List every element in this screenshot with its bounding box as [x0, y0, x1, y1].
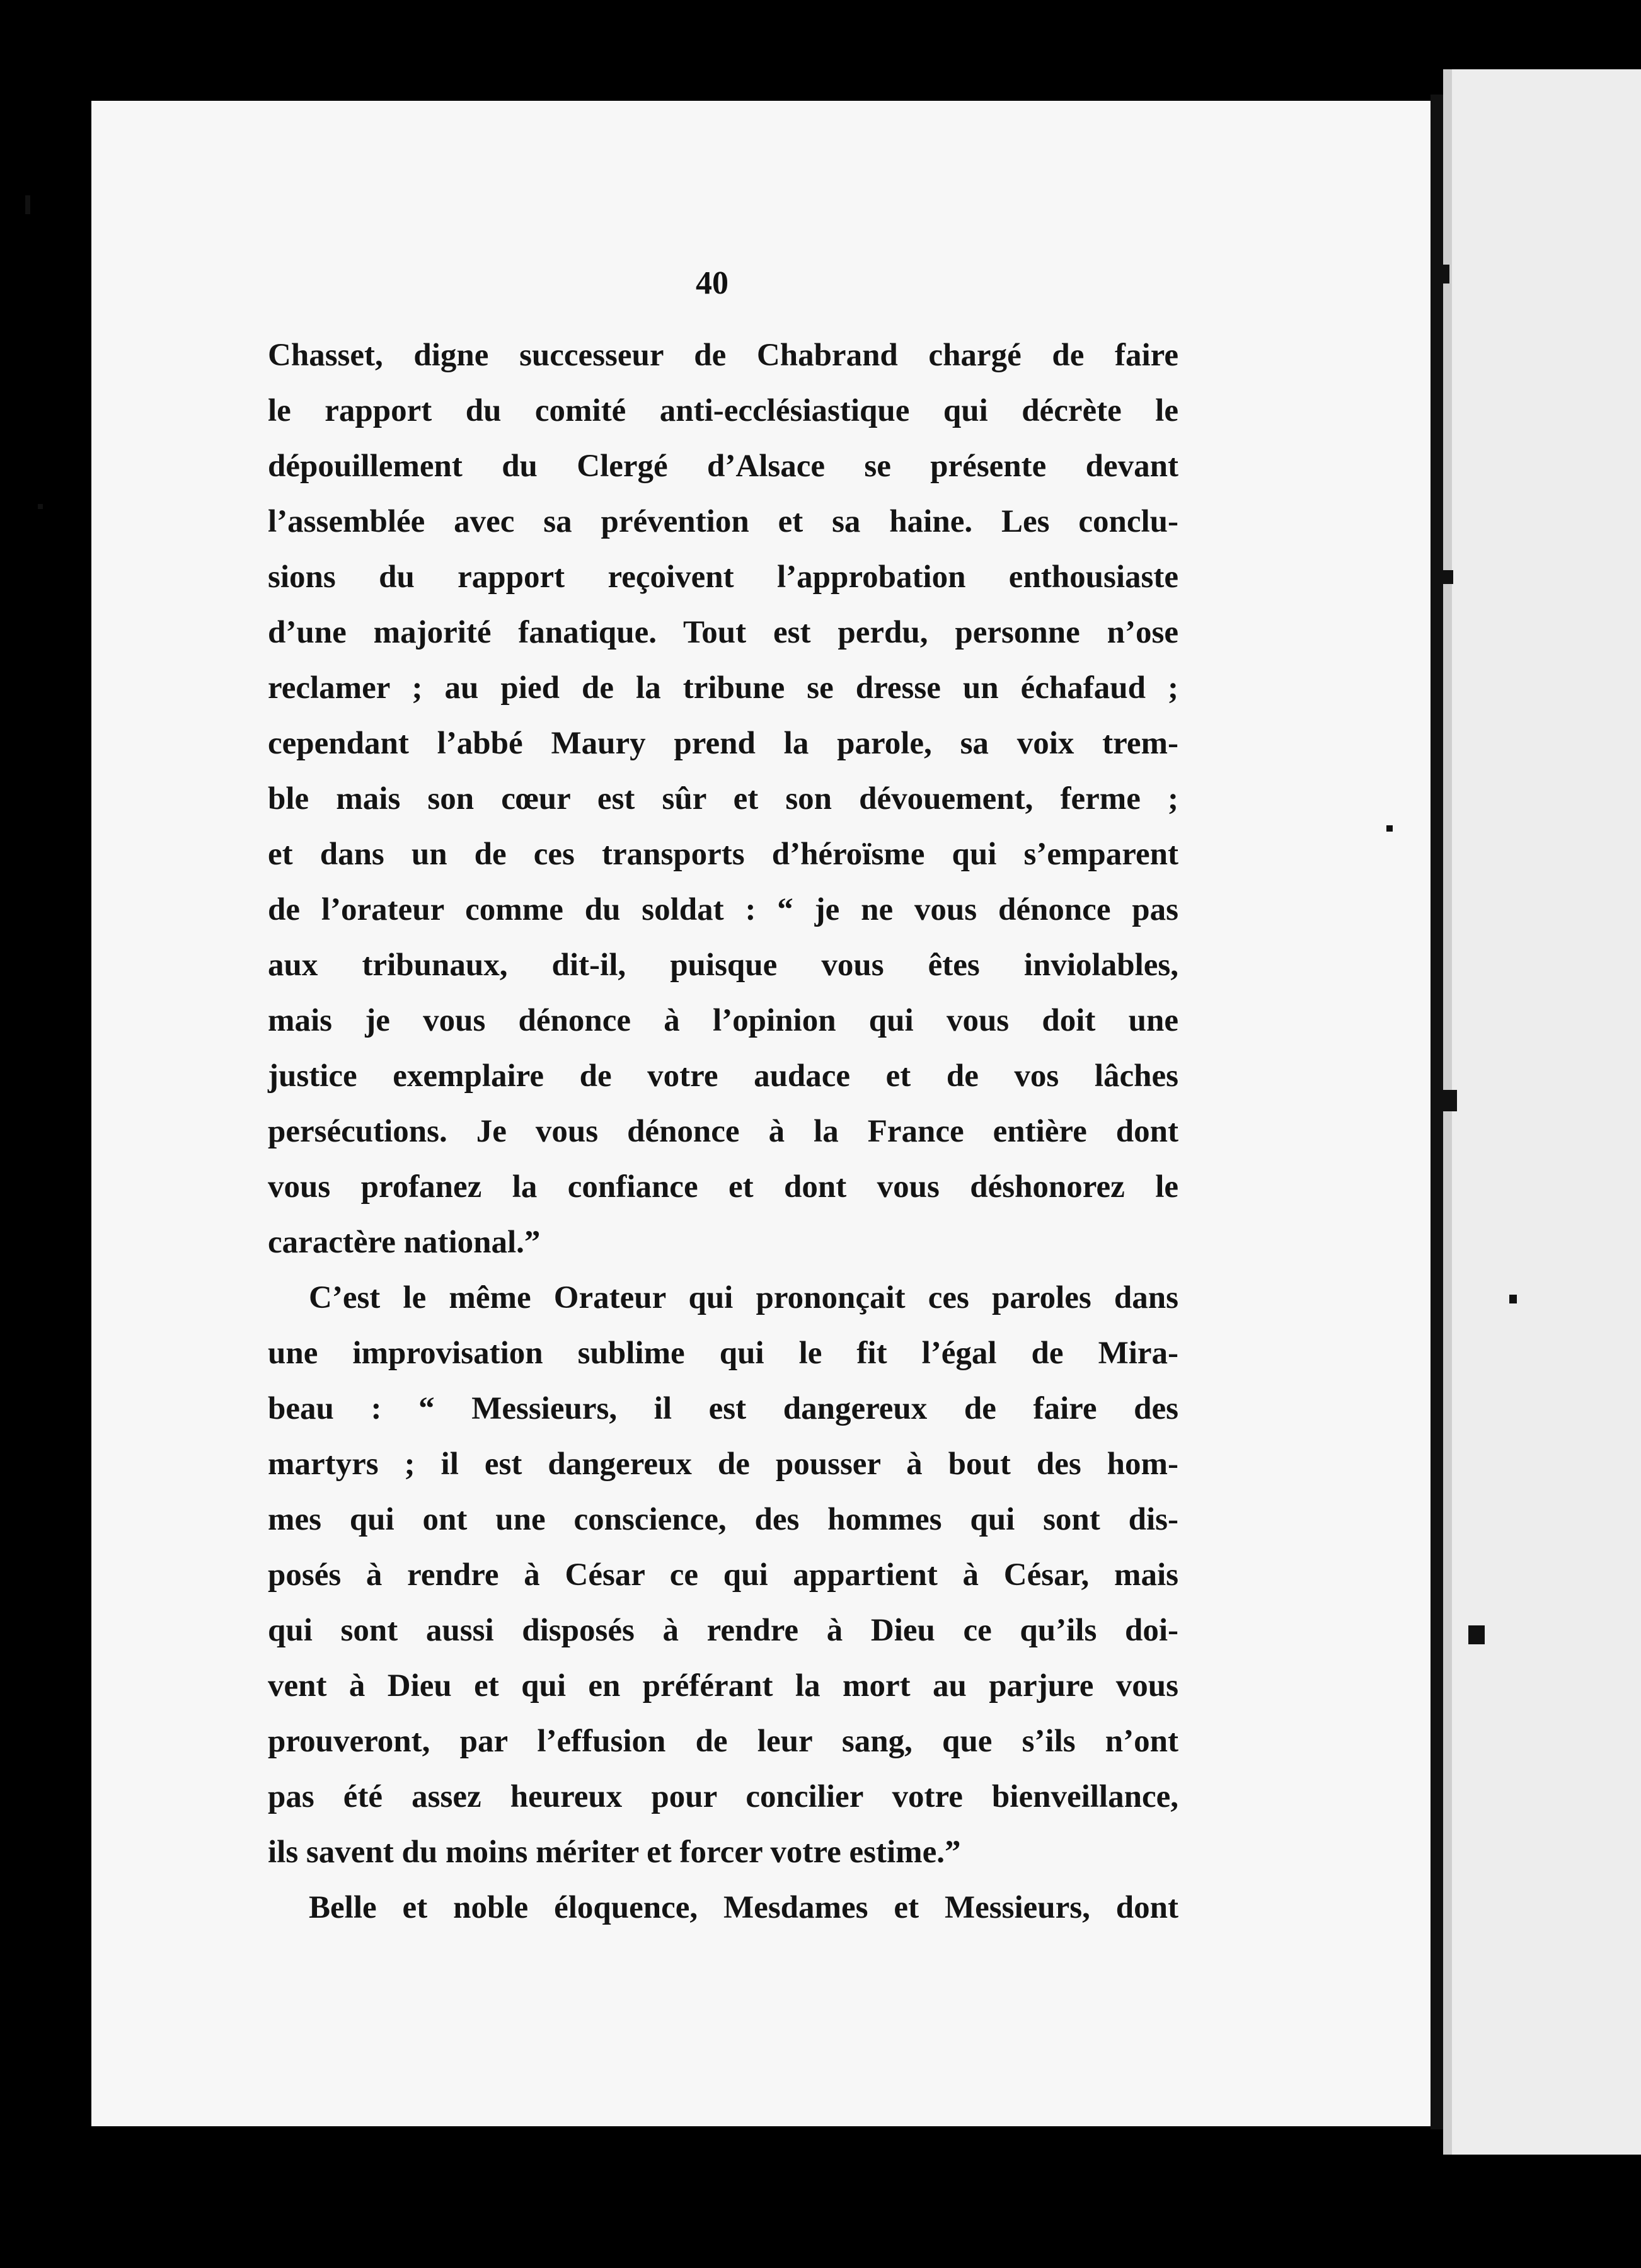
text-line: beau : “ Messieurs, il est dangereux de faire des	[268, 1391, 1178, 1426]
margin-mark	[1468, 1625, 1485, 1644]
text-line: le rapport du comité anti-ecclésiastique qui décrète le	[268, 393, 1178, 428]
text-line: mais je vous dénonce à l’opinion qui vous doit une	[268, 1003, 1178, 1038]
margin-mark	[1509, 1295, 1517, 1303]
text-line: posés à rendre à César ce qui appartient à César, mais	[268, 1557, 1178, 1593]
text-line: martyrs ; il est dangereux de pousser à bout des hom-	[268, 1446, 1178, 1482]
text-line: l’assemblée avec sa prévention et sa haine. Les conclu-	[268, 504, 1178, 539]
margin-mark	[1386, 825, 1393, 832]
text-line: une improvisation sublime qui le fit l’égal de Mira-	[268, 1336, 1178, 1371]
text-line: sions du rapport reçoivent l’approbation enthousiaste	[268, 559, 1178, 595]
text-line: prouveront, par l’effusion de leur sang, que s’ils n’ont	[268, 1724, 1178, 1759]
page-number: 40	[696, 265, 728, 301]
text-line: reclamer ; au pied de la tribune se dresse un échafaud ;	[268, 670, 1178, 706]
text-line: C’est le même Orateur qui prononçait ces paroles dans	[309, 1280, 1178, 1315]
text-line: aux tribunaux, dit-il, puisque vous êtes inviolables,	[268, 948, 1178, 983]
text-line: de l’orateur comme du soldat : “ je ne vous dénonce pas	[268, 892, 1178, 927]
text-line: Belle et noble éloquence, Mesdames et Messieurs, dont	[309, 1890, 1178, 1925]
page-gutter	[1431, 94, 1443, 2129]
margin-mark	[1443, 1090, 1457, 1111]
adjacent-page-edge	[1443, 69, 1452, 2155]
text-line: ble mais son cœur est sûr et son dévouement, ferme ;	[268, 781, 1178, 816]
text-line: dépouillement du Clergé d’Alsace se présente devant	[268, 449, 1178, 484]
text-line: mes qui ont une conscience, des hommes qui sont dis-	[268, 1502, 1178, 1537]
text-line: ils savent du moins mériter et forcer votre estime.”	[268, 1835, 961, 1870]
text-line: et dans un de ces transports d’héroïsme qui s’emparent	[268, 837, 1178, 872]
text-line: cependant l’abbé Maury prend la parole, sa voix trem-	[268, 726, 1178, 761]
text-line: caractère national.”	[268, 1225, 541, 1260]
text-line: vent à Dieu et qui en préférant la mort au parjure vous	[268, 1668, 1178, 1704]
margin-mark	[1437, 265, 1449, 284]
text-line: qui sont aussi disposés à rendre à Dieu ce qu’ils doi-	[268, 1613, 1178, 1648]
text-line: d’une majorité fanatique. Tout est perdu, personne n’ose	[268, 615, 1178, 650]
adjacent-page	[1443, 69, 1641, 2155]
margin-mark	[38, 504, 43, 509]
text-line: persécutions. Je vous dénonce à la France entière dont	[268, 1114, 1178, 1149]
text-line: pas été assez heureux pour concilier votre bienveillance,	[268, 1779, 1178, 1814]
text-line: Chasset, digne successeur de Chabrand chargé de faire	[268, 338, 1178, 373]
text-line: justice exemplaire de votre audace et de vos lâches	[268, 1058, 1178, 1094]
margin-mark	[25, 195, 30, 214]
text-line: vous profanez la confiance et dont vous déshonorez le	[268, 1169, 1178, 1205]
body-text	[268, 328, 1178, 1935]
margin-mark	[1437, 570, 1453, 584]
